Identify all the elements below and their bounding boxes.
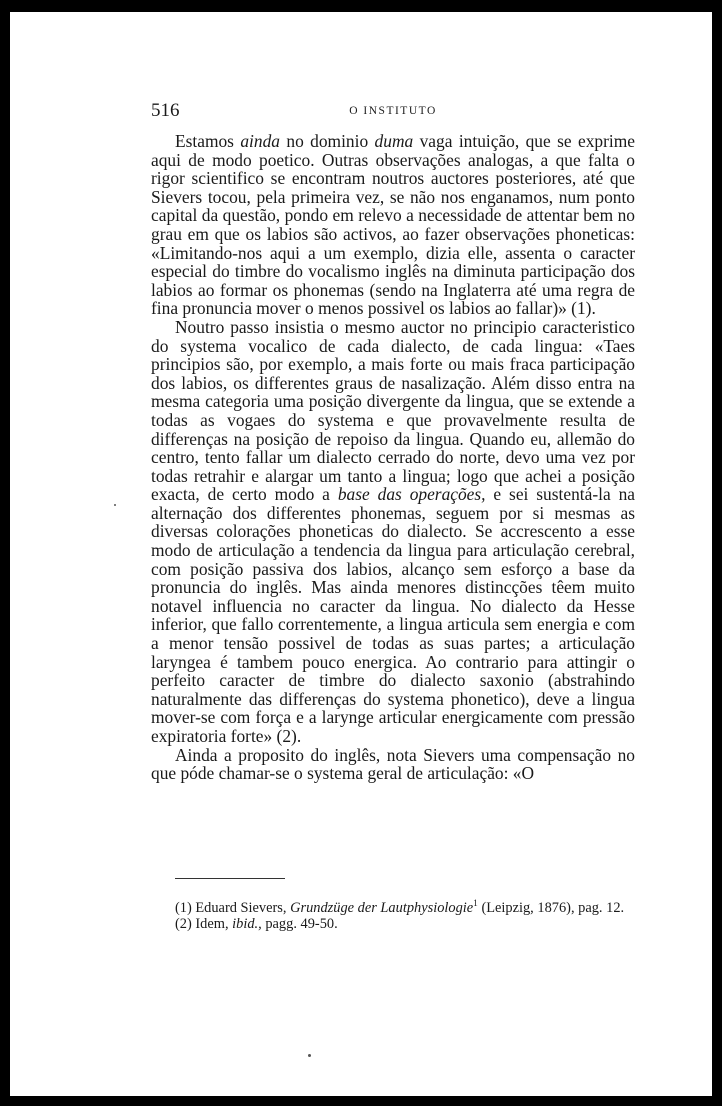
document-page <box>10 12 712 1096</box>
body-text <box>151 132 635 783</box>
italic-run: base das operações, <box>337 484 486 505</box>
paragraph: Ainda a proposito do inglês, nota Sievers uma compensação no que póde chamar-se o systema geral de articulação: «O <box>151 744 635 784</box>
page-number: 516 <box>151 100 180 121</box>
italic-run: duma <box>374 131 414 151</box>
italic-run: ainda <box>240 131 280 151</box>
paragraph: Estamos ainda no dominio duma vaga intuição, que se exprime aqui de modo poetico. Outras observações analogas, a que falta o rigor scientifico se encontram noutros auctores posteriores, até que Sievers tocou, pela primeira vez, se não nos enganamos, num ponto capital da questão, pondo em relevo a necessidade de attentar bem no grau em que os labios são activos, ao fazer observações phoneticas: «Limitando-nos aqui a um exemplo, dizia elle, assenta o caracter especial do timbre do vocalismo inglês na diminuta participação dos labios ao formar os phonemas (sendo na Inglaterra até uma regra de fina pronuncia mover o menos possivel os labios ao fallar)» (1). <box>151 131 635 319</box>
running-title: O INSTITUTO <box>349 105 437 117</box>
scan-speck <box>114 504 116 506</box>
footnote: (1) Eduard Sievers, Grundzüge der Lautphysiologie$^1$ (Leipzig, 1876), pag. 12. <box>175 899 625 916</box>
paragraph: Noutro passo insistia o mesmo auctor no principio caracteristico do systema vocalico de cada dialecto, de cada lingua: «Taes principios são, por exemplo, a mais forte ou mais fraca participação dos labios, os differentes graus de nasalização. Além disso entra na mesma categoria uma posição divergente da lingua, que se extende a todas as vogaes do systema e que provavelmente resulta de differenças na posição de repoiso da lingua. Quando eu, allemão do centro, tento fallar um dialecto cerrado do norte, devo uma vez por todas retrahir e alargar um tanto a lingua; logo que achei a posição exacta, de certo modo a base das operações, e sei sustentá-la na alternação dos differentes phonemas, seguem por si mesmas as diversas colorações phoneticas do dialecto. Se accrescento a esse modo de articulação a tendencia da lingua para articulação cerebral, com posição passiva dos labios, alcanço sem esforço a base da pronuncia do inglês. Mas ainda menores distincções têem muito notavel influencia no caracter da lingua. No dialecto da Hesse inferior, que fallo correntemente, a lingua articula sem energia e com a menor tensão possivel de todas as suas partes; a articulação laryngea é tambem pouco energica. Ao contrario para attingir o perfeito caracter de timbre do dialecto saxonio (abstrahindo naturalmente das differenças do systema phonetico), deve a lingua mover-se com força e a larynge articular energicamente com pressão expiratoria forte» (2). <box>151 316 635 746</box>
italic-run: ibid., <box>232 915 262 932</box>
scan-speck <box>308 1054 311 1057</box>
italic-run: Grundzüge der Lautphysiologie <box>290 899 474 916</box>
footnote-separator <box>175 878 285 879</box>
footnote: (2) Idem, ibid., pagg. 49-50. <box>175 915 338 932</box>
superscript-run: 1 <box>473 899 478 909</box>
footnotes <box>151 896 635 932</box>
page-header <box>151 100 635 124</box>
